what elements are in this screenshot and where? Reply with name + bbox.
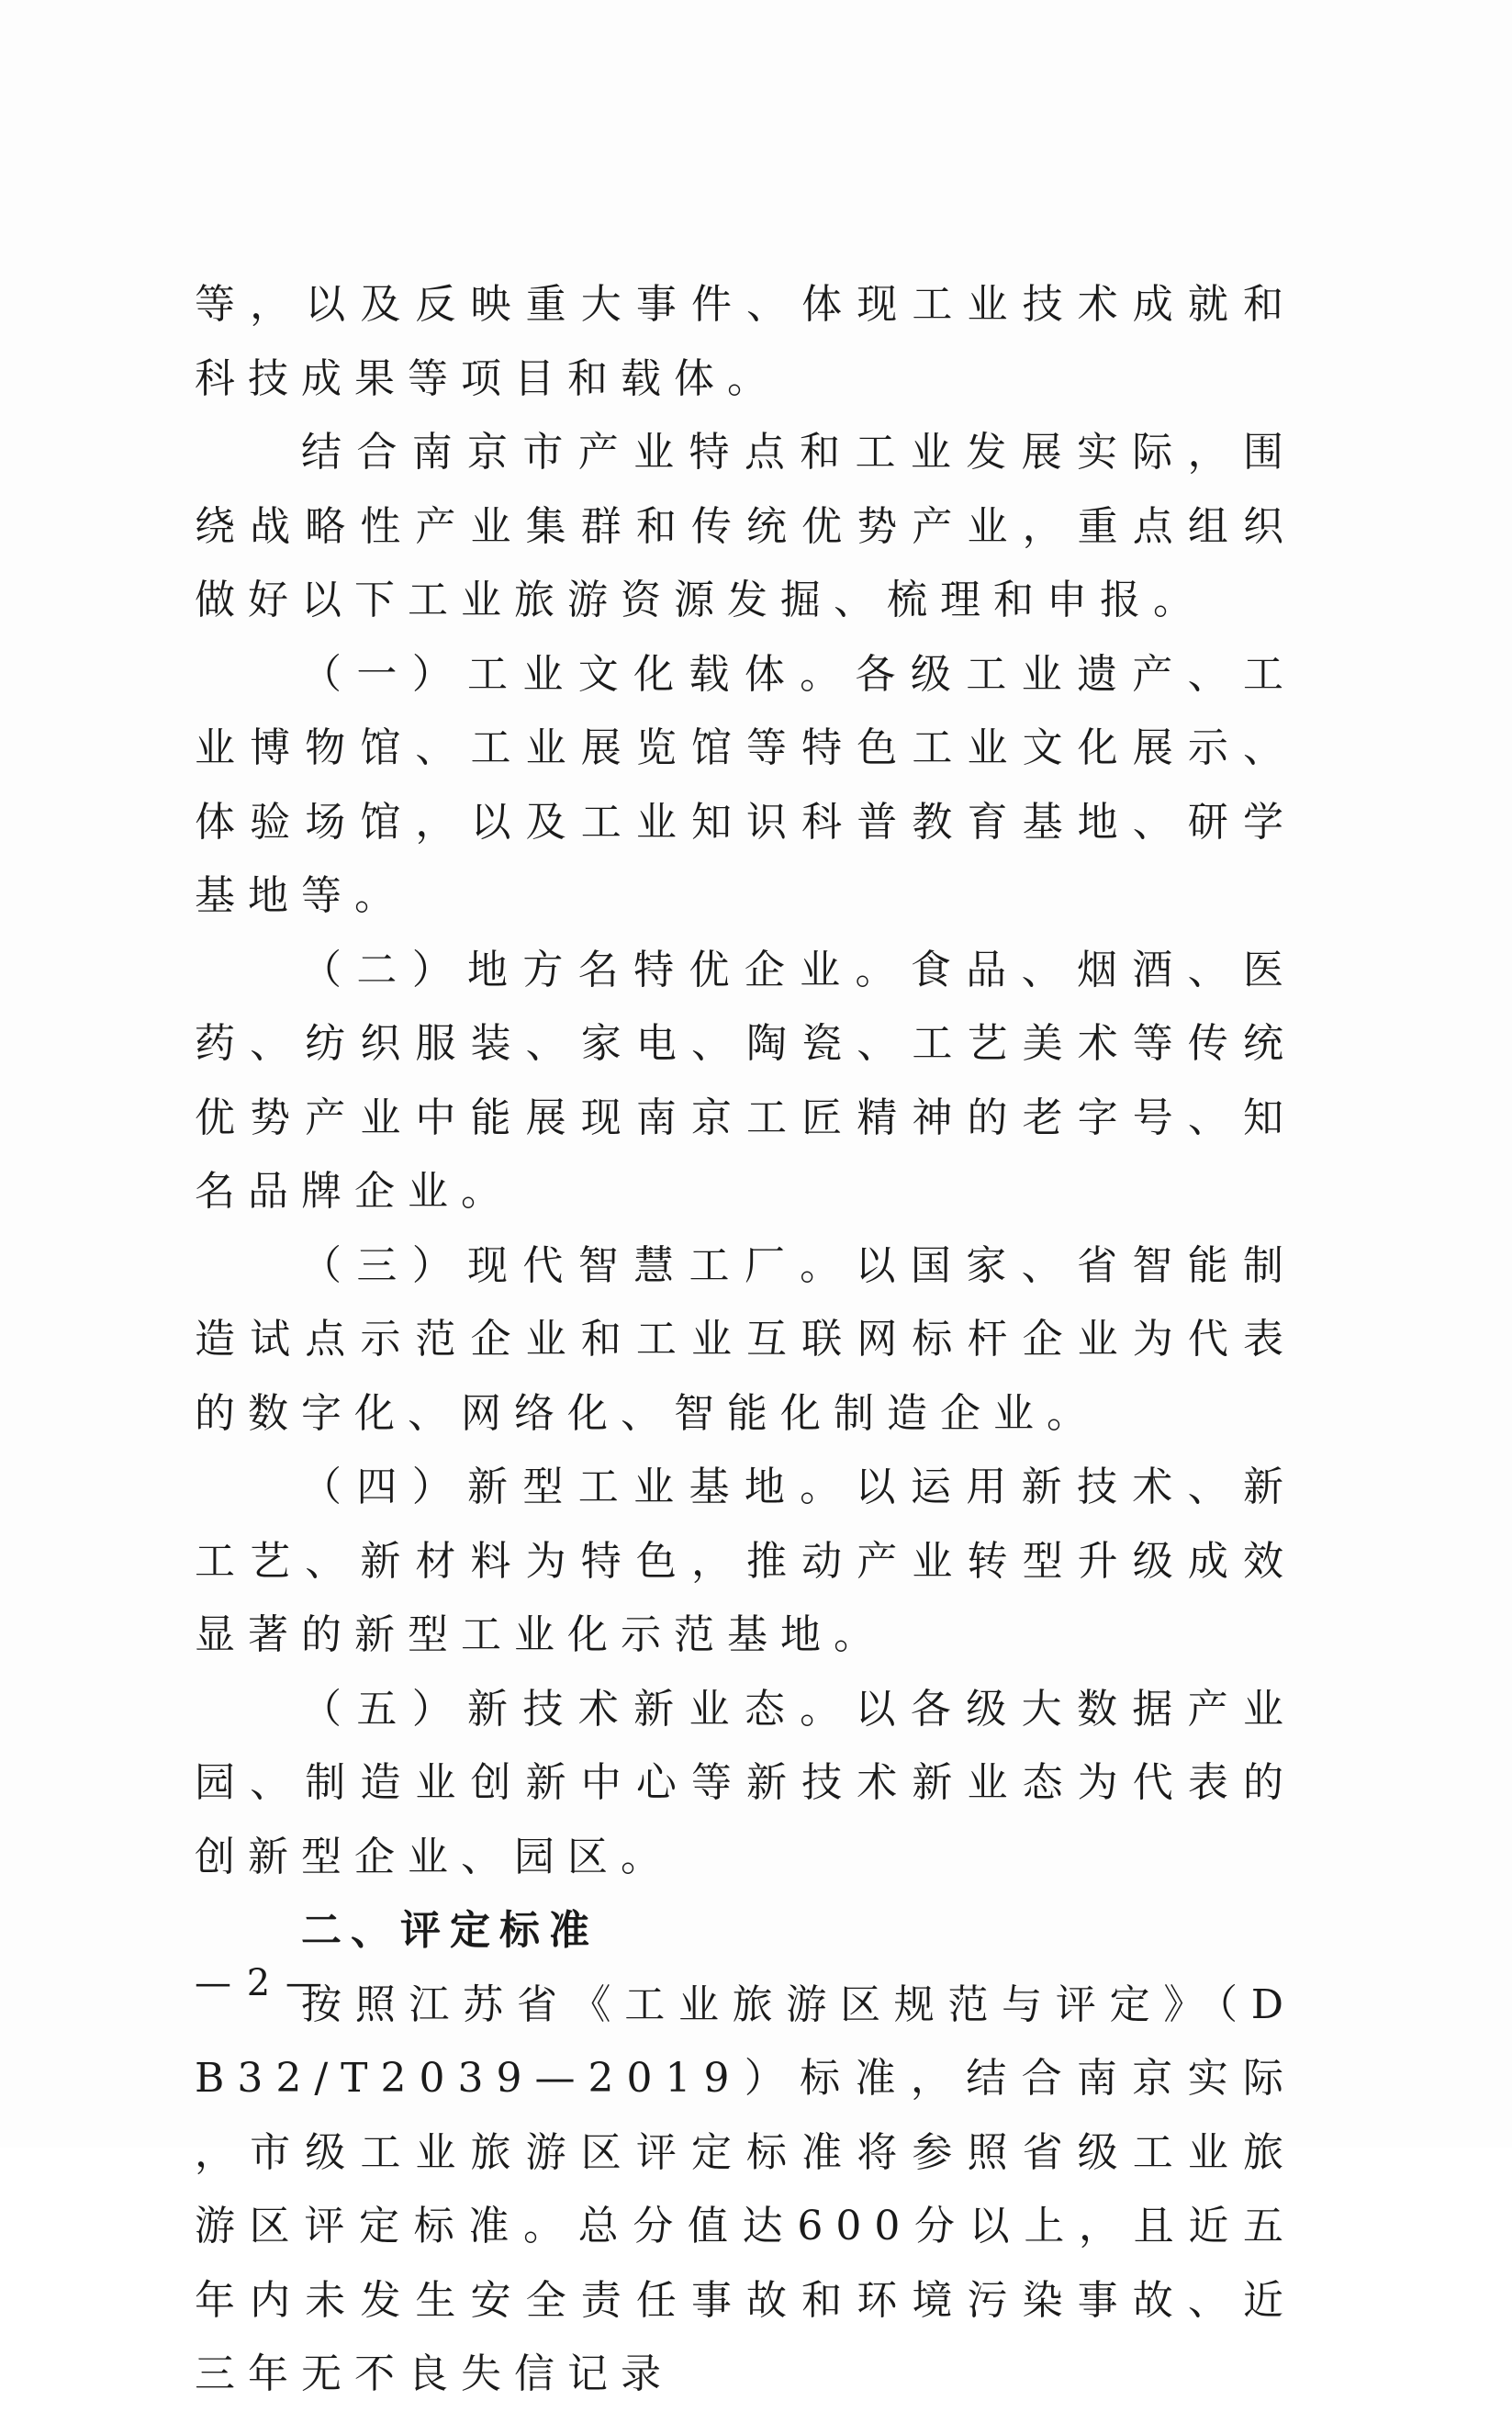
- paragraph-item-3: （三）现代智慧工厂。以国家、省智能制造试点示范企业和工业互联网标杆企业为代表的数字化、网络化、智能化制造企业。: [195, 1241, 1296, 1437]
- paragraph-continuation: 等，以及反映重大事件、体现工业技术成就和科技成果等项目和载体。: [195, 281, 1296, 402]
- paragraph-intro: 结合南京市产业特点和工业发展实际，围绕战略性产业集群和传统优势产业，重点组织做好以下工业旅游资源发掘、梳理和申报。: [195, 429, 1296, 623]
- paragraph-standards: 按照江苏省《工业旅游区规范与评定》（DB32/T2039—2019）标准，结合南京实际，市级工业旅游区评定标准将参照省级工业旅游区评定标准。总分值达600分以上，且近五年内未发生安全责任事故和环境污染事故、近三年无不良失信记录: [195, 1980, 1296, 2397]
- paragraph-item-1: （一）工业文化载体。各级工业遗产、工业博物馆、工业展览馆等特色工业文化展示、体验场馆，以及工业知识科普教育基地、研学基地等。: [195, 650, 1296, 919]
- document-body: [195, 268, 1296, 2412]
- paragraph-item-4: （四）新型工业基地。以运用新技术、新工艺、新材料为特色，推动产业转型升级成效显著的新型工业化示范基地。: [195, 1464, 1296, 1658]
- paragraph-item-2: （二）地方名特优企业。食品、烟酒、医药、纺织服装、家电、陶瓷、工艺美术等传统优势产业中能展现南京工匠精神的老字号、知名品牌企业。: [195, 946, 1296, 1215]
- paragraph-item-5: （五）新技术新业态。以各级大数据产业园、制造业创新中心等新技术新业态为代表的创新型企业、园区。: [195, 1685, 1296, 1880]
- section-heading: 二、评定标准: [301, 1907, 599, 1954]
- page-number: — 2 —: [195, 1962, 324, 2004]
